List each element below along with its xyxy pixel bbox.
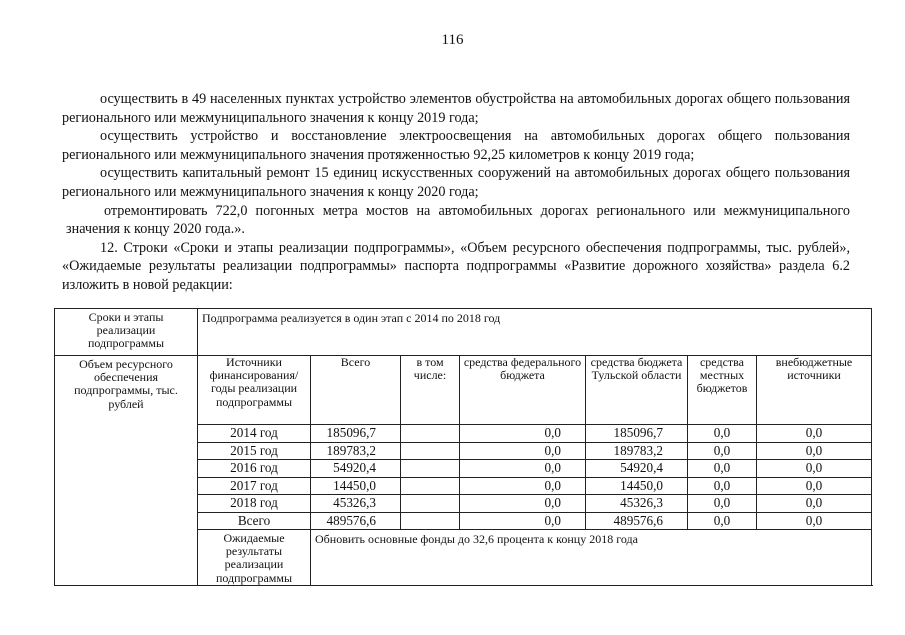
including-cell <box>401 512 460 530</box>
federal-cell: 0,0 <box>460 512 586 530</box>
extra-cell: 0,0 <box>757 495 872 513</box>
regional-cell: 54920,4 <box>586 460 688 478</box>
year-cell: 2018 год <box>198 495 311 513</box>
regional-cell: 489576,6 <box>586 512 688 530</box>
passport-table <box>54 308 872 586</box>
local-cell: 0,0 <box>688 460 757 478</box>
including-cell <box>401 495 460 513</box>
total-cell: 185096,7 <box>311 425 401 443</box>
total-cell: 14450,0 <box>311 477 401 495</box>
results-text: Обновить основные фонды до 32,6 процента к концу 2018 года <box>311 530 872 586</box>
year-cell: 2017 год <box>198 477 311 495</box>
header-federal: средства федерального бюджета <box>460 356 586 425</box>
paragraph-2: осуществить устройство и восстановление электроосвещения на автомобильных дорогах общего пользования регионального или межмуниципального значения протяженностью 92,25 километров к концу 2019 года; <box>62 128 850 163</box>
header-extra: внебюджетные источники <box>757 356 872 425</box>
total-cell: 489576,6 <box>311 512 401 530</box>
year-cell: 2016 год <box>198 460 311 478</box>
header-sources: Источники финансирования/ годы реализации подпрограммы <box>198 356 311 425</box>
local-cell: 0,0 <box>688 425 757 443</box>
paragraph-1: осуществить в 49 населенных пунктах устройство элементов обустройства на автомобильных дорогах общего пользования регионального или межмуниципального значения к концу 2019 года; <box>62 91 850 126</box>
header-regional: средства бюджета Тульской области <box>586 356 688 425</box>
extra-cell: 0,0 <box>757 425 872 443</box>
paragraph-5: 12. Строки «Сроки и этапы реализации подпрограммы», «Объем ресурсного обеспечения подпрограммы, тыс. рублей», «Ожидаемые результаты реализации подпрограммы» паспорта подпрограммы «Развитие дорожного хозяйства» раздела 6.2 изложить в новой редакции: <box>62 239 850 293</box>
including-cell <box>401 425 460 443</box>
year-cell: 2014 год <box>198 425 311 443</box>
regional-cell: 185096,7 <box>586 425 688 443</box>
paragraph-3: осуществить капитальный ремонт 15 единиц искусственных сооружений на автомобильных дорогах общего пользования регионального или межмуниципального значения к концу 2020 года; <box>62 165 850 200</box>
results-label: Ожидаемые результаты реализации подпрограммы <box>198 530 311 586</box>
extra-cell: 0,0 <box>757 512 872 530</box>
year-cell: 2015 год <box>198 442 311 460</box>
page-number: 116 <box>441 32 464 48</box>
funding-label: Объем ресурсного обеспечения подпрограммы, тыс. рублей <box>55 356 198 586</box>
row-terms <box>55 309 872 356</box>
including-cell <box>401 460 460 478</box>
local-cell: 0,0 <box>688 477 757 495</box>
regional-cell: 14450,0 <box>586 477 688 495</box>
total-cell: 45326,3 <box>311 495 401 513</box>
including-cell <box>401 442 460 460</box>
federal-cell: 0,0 <box>460 460 586 478</box>
total-cell: 189783,2 <box>311 442 401 460</box>
local-cell: 0,0 <box>688 442 757 460</box>
paragraph-4: отремонтировать 722,0 погонных метра мостов на автомобильных дорогах регионального или межмуниципального значения к концу 2020 года.». <box>66 202 850 238</box>
extra-cell: 0,0 <box>757 460 872 478</box>
funding-header-row <box>55 356 872 425</box>
header-local: средства местных бюджетов <box>688 356 757 425</box>
federal-cell: 0,0 <box>460 442 586 460</box>
header-including: в том числе: <box>401 356 460 425</box>
year-cell: Всего <box>198 512 311 530</box>
federal-cell: 0,0 <box>460 477 586 495</box>
regional-cell: 189783,2 <box>586 442 688 460</box>
regional-cell: 45326,3 <box>586 495 688 513</box>
body-text <box>62 90 850 295</box>
header-total: Всего <box>311 356 401 425</box>
terms-label: Сроки и этапы реализации подпрограммы <box>55 309 198 356</box>
federal-cell: 0,0 <box>460 425 586 443</box>
local-cell: 0,0 <box>688 495 757 513</box>
extra-cell: 0,0 <box>757 477 872 495</box>
extra-cell: 0,0 <box>757 442 872 460</box>
local-cell: 0,0 <box>688 512 757 530</box>
terms-text: Подпрограмма реализуется в один этап с 2014 по 2018 год <box>198 309 872 356</box>
including-cell <box>401 477 460 495</box>
total-cell: 54920,4 <box>311 460 401 478</box>
federal-cell: 0,0 <box>460 495 586 513</box>
